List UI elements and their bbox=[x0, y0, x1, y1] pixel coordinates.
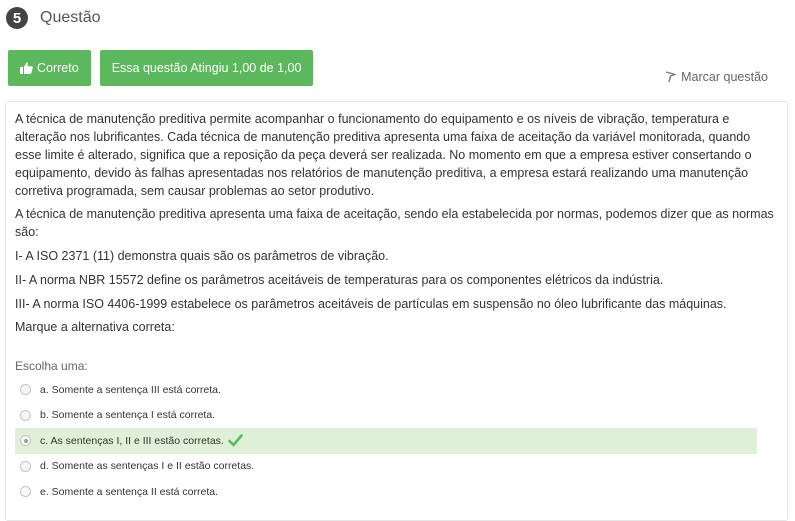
statement-3: III- A norma ISO 4406-1999 estabelece os parâmetros aceitáveis de partículas em suspensão no óleo lubrificante das máquinas. bbox=[15, 297, 727, 311]
answer-option-e[interactable] bbox=[15, 479, 757, 505]
radio-button[interactable] bbox=[20, 461, 31, 472]
question-number-badge: 5 bbox=[6, 7, 28, 29]
radio-button[interactable] bbox=[20, 486, 31, 497]
answer-option-label: b. Somente a sentença I está correta. bbox=[40, 409, 216, 422]
correct-status-button[interactable] bbox=[8, 50, 91, 86]
score-status-label: Essa questão Atingiu 1,00 de 1,00 bbox=[111, 61, 302, 75]
answer-option-a[interactable] bbox=[15, 377, 757, 403]
answer-option-b[interactable] bbox=[15, 403, 757, 429]
question-paragraph-2: A técnica de manutenção preditiva apresenta uma faixa de aceitação, sendo ela estabelecida por normas, podemos dizer que as normas são: bbox=[15, 207, 774, 239]
answer-option-c[interactable] bbox=[15, 428, 757, 454]
question-header bbox=[6, 6, 100, 30]
question-panel bbox=[5, 101, 788, 521]
question-paragraph-1: A técnica de manutenção preditiva permite acompanhar o funcionamento do equipamento e os níveis de vibração, temperatura e alteração nos lubrificantes. Cada técnica de manutenção preditiva apresenta uma faixa de aceitação da variável monitorada, quando esse limite é alterado, significa que a reposição da peça deverá ser realizada. No momento em que a empresa estiver consertando o equipamento, devido às falhas apresentadas nos relatórios de manutenção preditiva, a empresa estará realizando uma manutenção corretiva programada, sem causar problemas ao setor produtivo. bbox=[15, 112, 752, 198]
flag-question-link[interactable] bbox=[665, 70, 768, 84]
status-row bbox=[8, 50, 313, 86]
statement-2: II- A norma NBR 15572 define os parâmetros aceitáveis de temperaturas para os componentes elétricos da indústria. bbox=[15, 273, 664, 287]
question-title: Questão bbox=[40, 9, 101, 26]
flag-icon bbox=[665, 71, 676, 83]
answer-option-d[interactable] bbox=[15, 454, 757, 480]
answer-option-label: d. Somente as sentenças I e II estão corretas. bbox=[40, 460, 255, 473]
score-status-button[interactable] bbox=[100, 50, 314, 86]
statement-1: I- A ISO 2371 (11) demonstra quais são os parâmetros de vibração. bbox=[15, 249, 389, 263]
checkmark-icon bbox=[228, 434, 243, 447]
question-text bbox=[15, 110, 778, 336]
question-prompt: Marque a alternativa correta: bbox=[15, 320, 175, 334]
flag-question-label: Marcar questão bbox=[681, 70, 768, 84]
radio-button[interactable] bbox=[20, 384, 31, 395]
radio-button[interactable] bbox=[20, 435, 31, 446]
thumbs-up-icon bbox=[20, 62, 33, 74]
radio-button[interactable] bbox=[20, 410, 31, 421]
correct-status-label: Correto bbox=[37, 61, 79, 75]
answer-option-label: c. As sentenças I, II e III estão corretas. bbox=[40, 434, 224, 447]
choose-label: Escolha uma: bbox=[15, 359, 88, 373]
answer-options bbox=[15, 377, 778, 505]
answer-option-label: a. Somente a sentença III está correta. bbox=[40, 383, 221, 396]
answer-option-label: e. Somente a sentença II está correta. bbox=[40, 485, 219, 498]
